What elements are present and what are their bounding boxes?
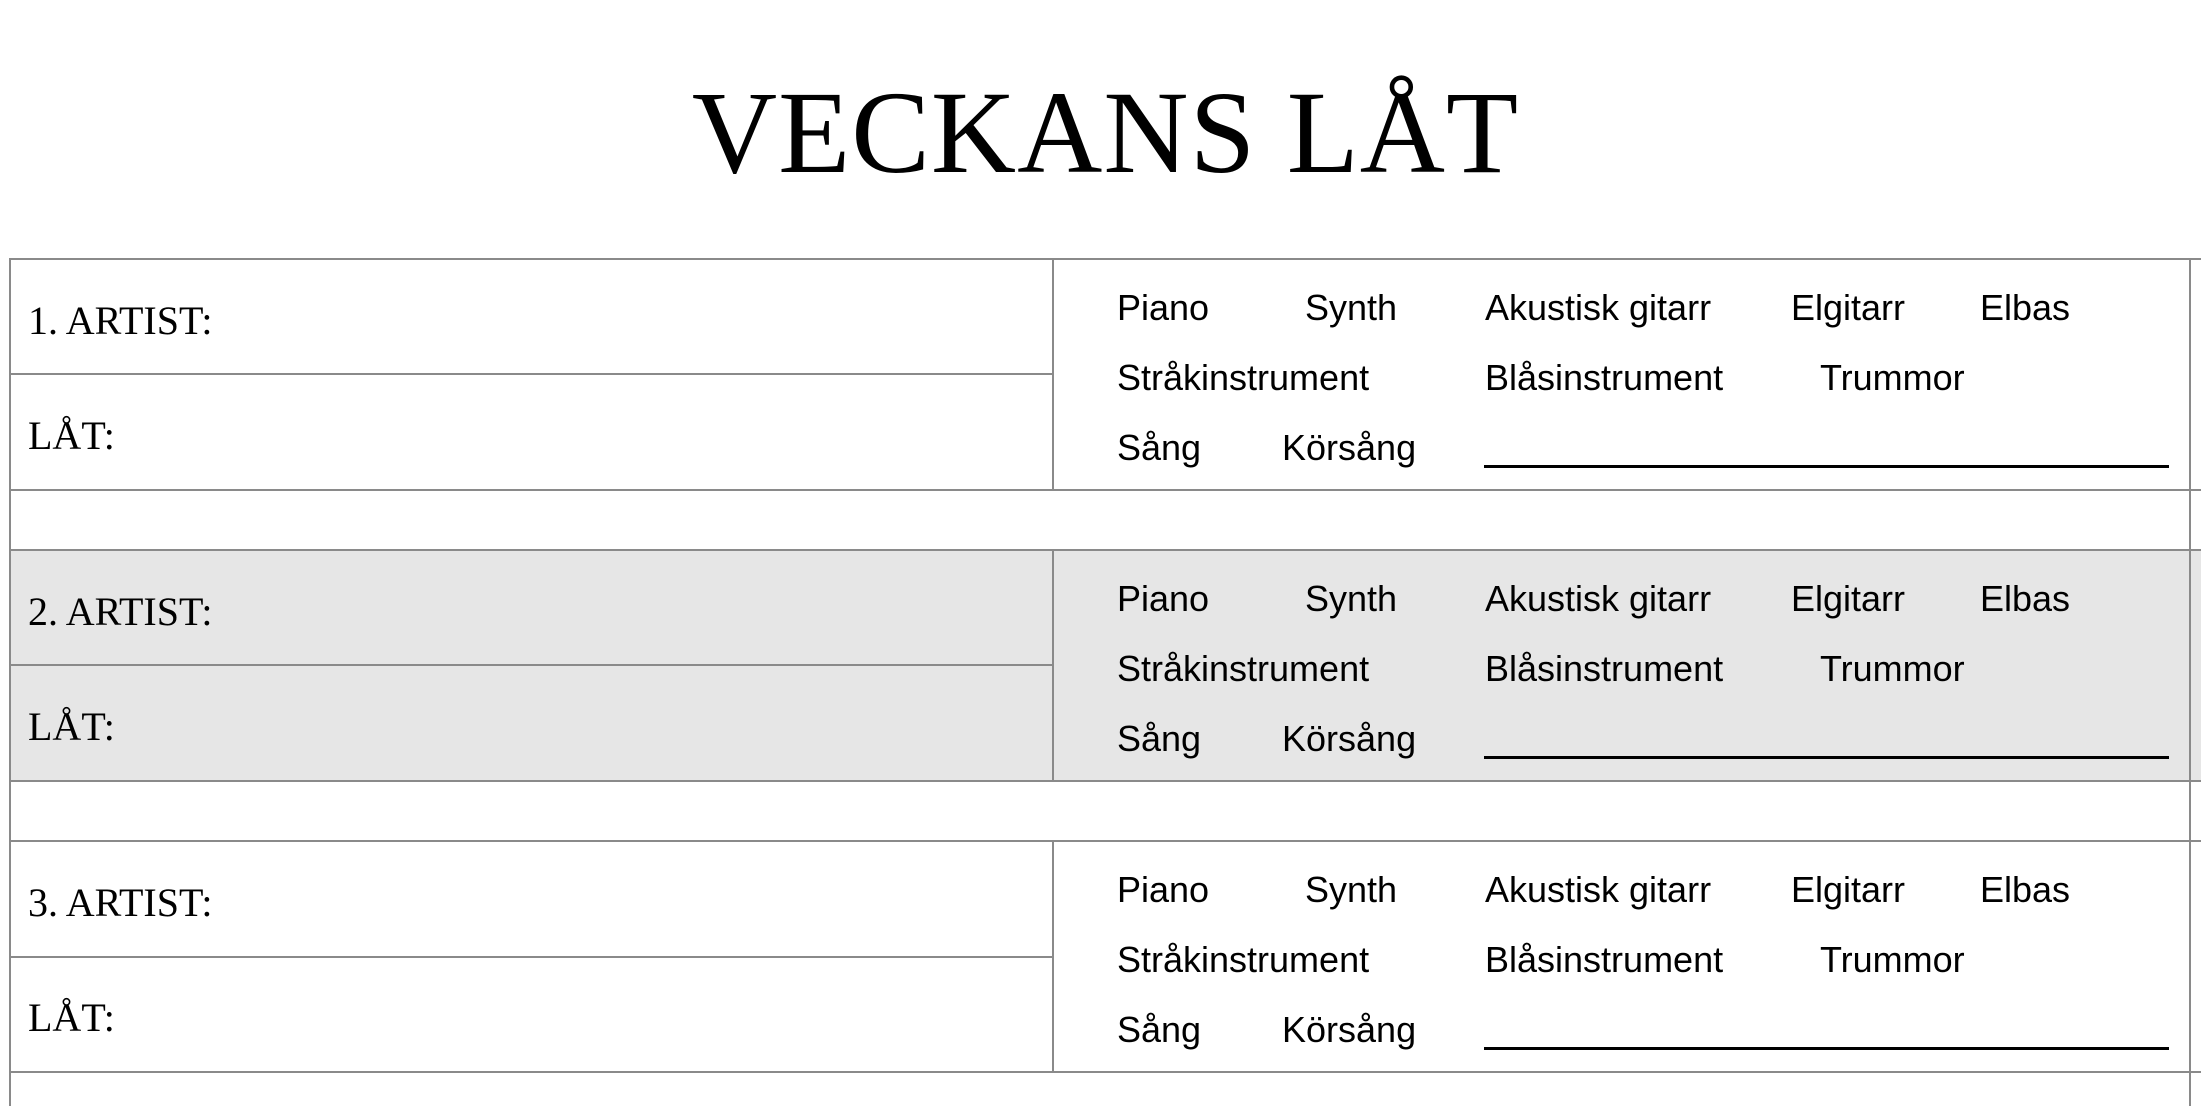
instrument-acoustic-guitar: Akustisk gitarr [1485,578,1712,619]
instrument-piano: Piano [1117,578,1210,619]
instrument-winds: Blåsinstrument [1485,939,1724,980]
table-border [9,840,2201,842]
table-border [1052,549,1054,782]
other-instrument-line[interactable] [1484,465,2169,468]
other-instrument-line[interactable] [1484,756,2169,759]
instrument-electric-guitar: Elgitarr [1791,578,1906,619]
song-label: LÅT: [28,995,115,1040]
instrument-winds: Blåsinstrument [1485,357,1724,398]
table-border [9,1071,2201,1073]
page-title: VECKANS LÅT [691,67,1520,198]
instrument-acoustic-guitar: Akustisk gitarr [1485,287,1712,328]
instrument-strings: Stråkinstrument [1117,357,1370,398]
instrument-electric-guitar: Elgitarr [1791,287,1906,328]
table-border [9,489,2201,491]
instrument-bass: Elbas [1980,578,2071,619]
table-border [9,956,1053,958]
table-border [2189,258,2191,1106]
table-border [9,258,11,1106]
song-label: LÅT: [28,704,115,749]
instrument-strings: Stråkinstrument [1117,648,1370,689]
song-label: LÅT: [28,413,115,458]
table-border [9,549,2201,551]
instrument-drums: Trummor [1820,939,1965,980]
instrument-strings: Stråkinstrument [1117,939,1370,980]
artist-label: 1. ARTIST: [28,298,213,343]
instrument-choir: Körsång [1282,718,1417,759]
instrument-winds: Blåsinstrument [1485,648,1724,689]
table-border [1052,840,1054,1073]
instrument-drums: Trummor [1820,357,1965,398]
table-border [9,780,2201,782]
instrument-bass: Elbas [1980,869,2071,910]
table-border [1052,258,1054,491]
instrument-bass: Elbas [1980,287,2071,328]
instrument-electric-guitar: Elgitarr [1791,869,1906,910]
instrument-choir: Körsång [1282,427,1417,468]
instrument-drums: Trummor [1820,648,1965,689]
artist-label: 2. ARTIST: [28,589,213,634]
artist-label: 3. ARTIST: [28,880,213,925]
instrument-vocals: Sång [1117,1009,1202,1050]
instrument-piano: Piano [1117,869,1210,910]
instrument-vocals: Sång [1117,718,1202,759]
instrument-synth: Synth [1305,287,1398,328]
instrument-choir: Körsång [1282,1009,1417,1050]
table-border [9,373,1053,375]
table-border [9,664,1053,666]
other-instrument-line[interactable] [1484,1047,2169,1050]
instrument-vocals: Sång [1117,427,1202,468]
instrument-synth: Synth [1305,869,1398,910]
instrument-piano: Piano [1117,287,1210,328]
instrument-acoustic-guitar: Akustisk gitarr [1485,869,1712,910]
instrument-synth: Synth [1305,578,1398,619]
table-border [9,258,2201,260]
